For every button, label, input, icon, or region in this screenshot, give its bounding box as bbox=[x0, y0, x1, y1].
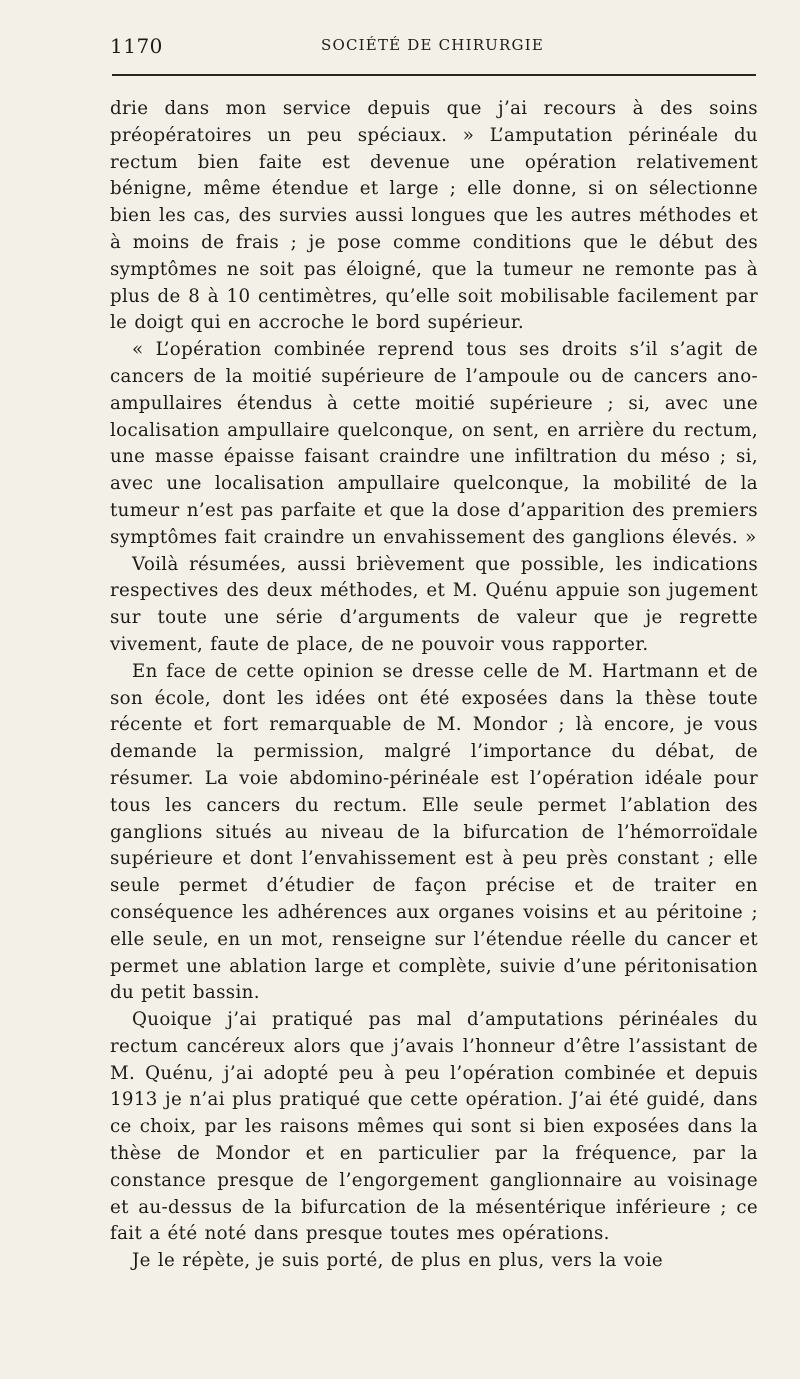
body-text bbox=[110, 96, 758, 1275]
paragraph: drie dans mon service depuis que j’ai recours à des soins préopératoires un peu spéciaux. » L’amputation périnéale du rectum bien faite est devenue une opération relativement bénigne, même étendue et large ; elle donne, si on sélectionne bien les cas, des survies aussi longues que les autres méthodes et à moins de frais ; je pose comme conditions que le début des symptômes ne soit pas éloigné, que la tumeur ne remonte pas à plus de 8 à 10 centimètres, qu’elle soit mobilisable facilement par le doigt qui en accroche le bord supérieur. bbox=[110, 98, 758, 334]
running-head: SOCIÉTÉ DE CHIRURGIE bbox=[321, 36, 544, 54]
paragraph: Voilà résumées, aussi brièvement que possible, les indications respectives des deux méthodes, et M. Quénu appuie son jugement sur toute une série d’arguments de valeur que je regrette vivement, faute de place, de ne pouvoir vous rapporter. bbox=[110, 553, 758, 655]
paragraph: « L’opération combinée reprend tous ses droits s’il s’agit de cancers de la moitié supérieure de l’ampoule ou de cancers ano-ampullaires étendus à cette moitié supérieure ; si, avec une localisation ampullaire quelconque, on sent, en arrière du rectum, une masse épaisse faisant craindre une infiltration du méso ; si, avec une localisation ampullaire quelconque, la mobilité de la tumeur n’est pas parfaite et que la dose d’apparition des premiers symptômes fait craindre un envahissement des ganglions élevés. » bbox=[110, 339, 758, 548]
paragraph: Je le répète, je suis porté, de plus en plus, vers la voie bbox=[132, 1250, 663, 1272]
paragraph: Quoique j’ai pratiqué pas mal d’amputations périnéales du rectum cancéreux alors que j’avais l’honneur d’être l’assistant de M. Quénu, j’ai adopté peu à peu l’opération combinée et depuis 1913 je n’ai plus pratiqué que cette opération. J’ai été guidé, dans ce choix, par les raisons mêmes qui sont si bien exposées dans la thèse de Mondor et en particulier par la fréquence, par la constance presque de l’engorgement ganglionnaire au voisinage et au-dessus de la bifurcation de la mésentérique inférieure ; ce fait a été noté dans presque toutes mes opérations. bbox=[110, 1009, 758, 1245]
header-rule bbox=[112, 74, 756, 76]
page-header bbox=[110, 34, 755, 58]
page-number: 1170 bbox=[110, 34, 163, 58]
paragraph: En face de cette opinion se dresse celle de M. Hartmann et de son école, dont les idées ont été exposées dans la thèse toute récente et fort remarquable de M. Mondor ; là encore, je vous demande la permission, malgré l’importance du débat, de résumer. La voie abdomino-périnéale est l’opération idéale pour tous les cancers du rectum. Elle seule permet l’ablation des ganglions situés au niveau de la bifurcation de l’hémorroïdale supérieure et dont l’envahissement est à peu près constant ; elle seule permet d’étudier de façon précise et de traiter en conséquence les adhérences aux organes voisins et au péritoine ; elle seule, en un mot, renseigne sur l’étendue réelle du cancer et permet une ablation large et complète, suivie d’une péritonisation du petit bassin. bbox=[110, 660, 758, 1004]
